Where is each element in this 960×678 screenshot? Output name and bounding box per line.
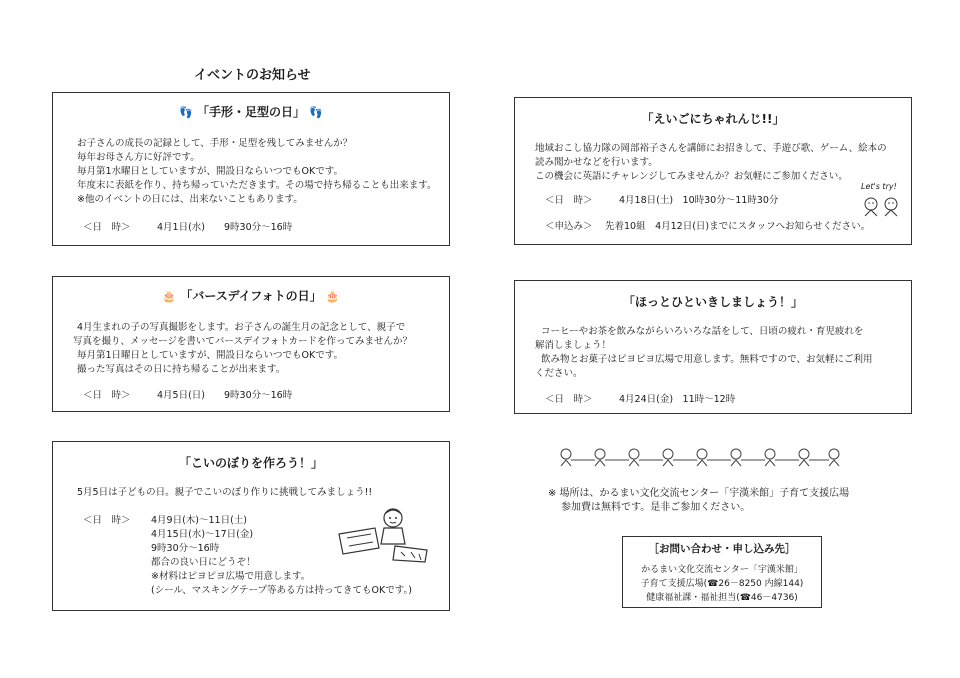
cake-icon: 🎂 [325,290,340,303]
event-english-line: 読み聞かせなどを行います。 [535,157,658,168]
event-relax-box [514,280,912,414]
koinobori-illustration [335,504,431,566]
date-label: ＜日 時＞ [83,222,131,233]
event-handprint-line: お子さんの成長の記録として、手形・足型を残してみませんか？ [77,138,353,149]
event-english-line: この機会に英語にチャレンジしてみませんか？お気軽にご参加ください。 [535,171,848,182]
event-english-line: 地域おこし協力隊の岡部裕子さんを講師にお招きして、手遊び歌、ゲーム、絵本の [535,143,887,154]
event-relax-line: ください。 [535,368,583,379]
event-koinobori-date-line: (シール、マスキングテープ等ある方は持ってきてもOKです。) [151,585,412,596]
contact-line: 子育て支援広場(☎26－8250 内線144) [640,579,804,589]
date-label: ＜日 時＞ [545,394,593,405]
date-value: 4月18日(土) 10時30分～11時30分 [619,195,779,206]
event-birthday-title: 「バースデイフォトの日」 [180,289,322,303]
event-koinobori-date-line: 9時30分～16時 [151,543,220,554]
event-handprint-date [83,221,292,235]
event-birthday-line: 写真を撮り、メッセージを書いてバースデイフォトカードを作ってみませんか？ [73,336,413,347]
event-english-date [545,194,778,208]
date-value: 4月1日(水) 9時30分～16時 [157,222,293,233]
event-relax-title: 「ほっとひといきしましょう！」 [622,295,803,309]
contact-line: 健康福祉課・福祉担当(☎46－4736) [646,593,798,603]
date-label: ＜日 時＞ [545,195,593,206]
page-title: イベントのお知らせ [194,68,311,83]
cake-icon: 🎂 [162,290,177,303]
venue-note: ※ 場所は、かるまい文化交流センター「宇漢米館」子育て支援広場 [548,488,850,499]
event-relax-line: 飲み物とお菓子はピヨピヨ広場で用意します。無料ですので、お気軽にご利用 [541,354,873,365]
event-handprint-title: 「手形・足型の日」 [196,105,305,119]
date-label: ＜日 時＞ [83,390,131,401]
fee-note: 参加費は無料です。是非ご参加ください。 [561,502,751,513]
date-value: 4月24日(金) 11時～12時 [619,394,736,405]
children-border-decoration [552,446,842,468]
footprints-icon: 👣 [179,106,193,119]
event-relax-date [545,393,735,407]
event-relax-line: 解消しましょう！ [535,340,612,351]
event-koinobori-date-line: 都合の良い日にどうぞ！ [151,557,256,568]
event-handprint-line: 毎年お母さん方に好評です。 [77,152,200,163]
event-handprint-title-row [53,103,449,120]
event-handprint-box [52,92,450,246]
children-row-icon [552,446,842,468]
event-handprint-line: 毎月第1水曜日としていますが、開設日ならいつでもOKです。 [77,166,343,177]
event-koinobori-title: 「こいのぼりを作ろう！」 [178,456,323,470]
event-birthday-date [83,389,292,403]
event-koinobori-date-label: ＜日 時＞ [83,515,131,526]
event-koinobori-date-line: ※材料はピヨピヨ広場で用意します。 [151,571,311,582]
apply-value: 先着10組 4月12日(日)までにスタッフへお知らせください。 [605,221,871,232]
apply-label: ＜申込み＞ [545,221,593,232]
kids-illustration [857,182,907,220]
event-birthday-line: 撮った写真はその日に持ち帰ることが出来ます。 [77,364,286,375]
contact-line: かるまい文化交流センター「宇漢米館」 [641,565,803,575]
event-handprint-line: ※他のイベントの日には、出来ないこともあります。 [77,194,303,205]
event-koinobori-date-line: 4月9日(木)～11日(土) [151,515,248,526]
event-birthday-line: 毎月第1日曜日としていますが、開設日ならいつでもOKです。 [77,350,343,361]
event-birthday-line: 4月生まれの子の写真撮影をします。お子さんの誕生月の記念として、親子で [77,322,406,333]
event-koinobori-box [52,441,450,611]
event-birthday-title-row [53,287,449,304]
event-english-box [514,97,912,245]
lets-try-text: Let's try! [861,182,897,191]
event-koinobori-date-line: 4月15日(水)～17日(金) [151,529,254,540]
contact-title: ［お問い合わせ・申し込み先］ [648,543,796,555]
date-value: 4月5日(日) 9時30分～16時 [157,390,293,401]
event-english-apply [545,220,870,234]
event-koinobori-intro: 5月5日は子どもの日。親子でこいのぼり作りに挑戦してみましょう!! [77,487,373,498]
carp-streamer-drawing-icon [335,504,431,566]
footprint-icon: 👣 [309,106,323,119]
event-relax-line: コーヒーやお茶を飲みながらいろいろな話をして、日頃の疲れ・育児疲れを [541,326,864,337]
event-birthday-box [52,276,450,412]
event-handprint-line: 年度末に表紙を作り、持ち帰っていただきます。その場で持ち帰ることも出来ます。 [77,180,437,191]
event-english-title: 「えいごにちゃれんじ!!」 [641,112,785,126]
contact-box [622,536,822,608]
